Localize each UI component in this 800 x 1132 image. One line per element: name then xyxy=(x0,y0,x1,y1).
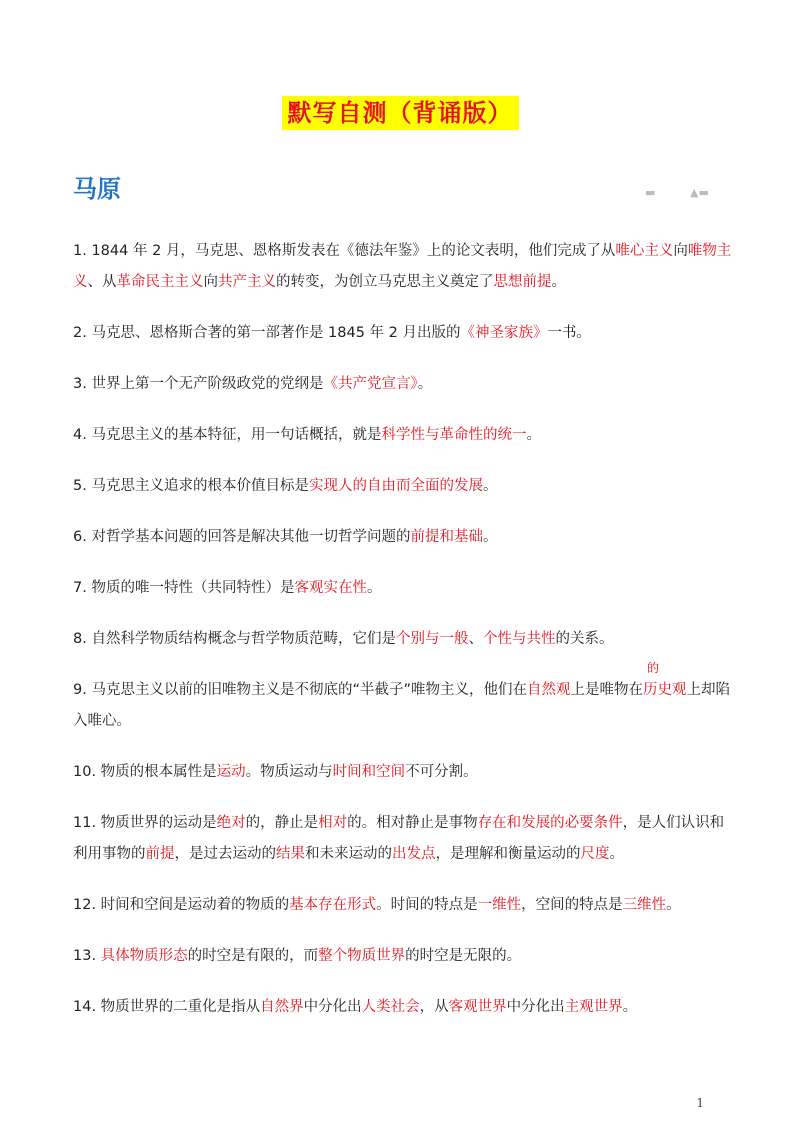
list-item xyxy=(73,992,733,1023)
answer-text: 唯物主义 xyxy=(73,243,732,290)
list-item xyxy=(73,420,733,451)
list-item xyxy=(73,808,733,870)
question-text: 的时空是有限的，而 xyxy=(187,948,319,964)
answer-text: 人类社会 xyxy=(361,999,420,1015)
list-item xyxy=(73,890,733,921)
scan-mark: ▲▬ xyxy=(690,186,709,199)
question-text: 上是唯物在 xyxy=(570,682,643,698)
question-text: 、从 xyxy=(87,274,117,290)
question-text: 向 xyxy=(203,274,218,290)
question-text: 的关系。 xyxy=(555,631,614,647)
list-item xyxy=(73,573,733,604)
answer-text: 基本存在形式 xyxy=(289,897,377,913)
section-heading: 马原 xyxy=(73,175,121,203)
question-text: 4. 马克思主义的基本特征，用一句话概括，就是 xyxy=(73,427,382,443)
question-text: 。 xyxy=(551,274,566,290)
question-text: 中分化出 xyxy=(303,999,362,1015)
question-text: 、 xyxy=(468,631,483,647)
answer-text: 客观世界 xyxy=(448,999,507,1015)
answer-text: 时间和空间 xyxy=(332,764,406,780)
answer-text: 历 xyxy=(642,682,658,698)
page-number: 1 xyxy=(696,1096,704,1110)
question-text: 6. 对哲学基本问题的回答是解决其他一切哲学问题的 xyxy=(73,529,411,545)
scan-mark: ▬ xyxy=(645,186,656,199)
question-text: 。 xyxy=(482,529,498,545)
answer-text: 结果 xyxy=(276,846,305,862)
question-text: 上却陷入唯心。 xyxy=(73,682,730,729)
list-item xyxy=(73,318,733,349)
question-text: 。 xyxy=(417,376,433,392)
answer-text: 前提和基础 xyxy=(410,529,483,545)
question-text: 和未来运动的 xyxy=(305,846,392,862)
answer-text: 前提 xyxy=(145,846,175,862)
title-area xyxy=(0,96,800,130)
list-item xyxy=(73,624,733,655)
answer-text: 一维性 xyxy=(477,897,522,913)
question-text: 。 xyxy=(666,897,681,913)
annotated-char xyxy=(642,661,659,706)
list-item xyxy=(73,757,733,788)
question-text: 5. 马克思主义追求的根本价值目标是 xyxy=(73,478,309,494)
question-text: 。 xyxy=(622,999,638,1015)
list-item xyxy=(73,941,733,972)
answer-text: 整个物质世界 xyxy=(318,948,406,964)
question-list xyxy=(73,236,733,1043)
answer-text: 自然观 xyxy=(526,682,571,698)
list-item xyxy=(73,236,733,298)
question-text: 向 xyxy=(673,243,688,259)
question-text: 7. 物质的唯一特性（共同特性）是 xyxy=(73,580,295,596)
answer-text: 运动 xyxy=(216,764,246,780)
question-text: 。 xyxy=(366,580,382,596)
question-text: 中分化出 xyxy=(506,999,565,1015)
question-text: 8. 自然科学物质结构概念与哲学物质范畴，它们是 xyxy=(73,631,396,647)
question-text: 的转变，为创立马克思主义奠定了 xyxy=(276,274,494,290)
question-text: ，是人们认识和利用事物的 xyxy=(73,815,725,862)
answer-text: 实现人的自由而全面的发展 xyxy=(308,478,483,494)
question-text: 的时空是无限的。 xyxy=(405,948,522,964)
question-text: 。 xyxy=(526,427,541,443)
list-item xyxy=(73,661,733,737)
answer-text: 史观 xyxy=(657,682,687,698)
question-text: 12. 时间和空间是运动着的物质的 xyxy=(73,897,290,913)
answer-text: 唯心主义 xyxy=(615,243,674,259)
list-item xyxy=(73,369,733,400)
answer-text: 绝对 xyxy=(216,815,246,831)
question-text: 的，静止是 xyxy=(245,815,319,831)
question-text: 。物质运动与 xyxy=(245,764,333,780)
question-text: 3. 世界上第一个无产阶级政党的党纲是 xyxy=(73,376,324,392)
answer-text: 相对 xyxy=(318,815,348,831)
question-text: ，是过去运动的 xyxy=(174,846,276,862)
question-text: 9. 马克思主义以前的旧唯物主义是不彻底的“半截子”唯物主义，他们在 xyxy=(73,682,527,698)
list-item xyxy=(73,471,733,502)
question-text: 11. 物质世界的运动是 xyxy=(73,815,217,831)
answer-text: 个别与一般 xyxy=(395,631,469,647)
question-text: 一书。 xyxy=(547,325,592,341)
question-text: ，从 xyxy=(419,999,449,1015)
question-text: 14. 物质世界的二重化是指从 xyxy=(73,999,261,1015)
list-item xyxy=(73,522,733,553)
question-text: 的。相对静止是事物 xyxy=(347,815,478,831)
answer-text: 共产主义 xyxy=(218,274,276,290)
answer-text: 客观实在性 xyxy=(294,580,367,596)
question-text: 。 xyxy=(482,478,498,494)
question-text: 13. xyxy=(73,948,101,964)
answer-text: 《共产党宣言》 xyxy=(323,376,418,392)
question-text: 。时间的特点是 xyxy=(376,897,478,913)
answer-text: 个性与共性 xyxy=(482,631,556,647)
question-text: 不可分割。 xyxy=(405,764,478,780)
answer-text: 三维性 xyxy=(622,897,667,913)
answer-text: 自然界 xyxy=(260,999,304,1015)
question-text: 10. 物质的根本属性是 xyxy=(73,764,217,780)
answer-text: 科学性与革命性的统一 xyxy=(381,427,527,443)
answer-text: 《神圣家族》 xyxy=(460,325,548,341)
question-text: ，是理解和衡量运动的 xyxy=(435,846,581,862)
question-text: ，空间的特点是 xyxy=(521,897,623,913)
answer-text: 出发点 xyxy=(392,846,436,862)
answer-text: 革命民主主义 xyxy=(116,274,204,290)
question-text: 1. 1844 年 2 月，马克思、恩格斯发表在《德法年鉴》上的论文表明，他们完成了从 xyxy=(73,243,616,259)
question-text: 2. 马克思、恩格斯合著的第一部著作是 1845 年 2 月出版的 xyxy=(73,325,461,341)
page-title: 默写自测（背诵版） xyxy=(282,96,519,130)
answer-text: 思想前提 xyxy=(493,274,552,290)
answer-text: 尺度 xyxy=(580,846,610,862)
answer-text: 存在和发展的必要条件 xyxy=(477,815,623,831)
answer-text: 具体物质形态 xyxy=(100,948,188,964)
question-text: 。 xyxy=(609,846,624,862)
answer-text: 主观世界 xyxy=(564,999,623,1015)
handwritten-annotation: 的 xyxy=(646,661,659,675)
